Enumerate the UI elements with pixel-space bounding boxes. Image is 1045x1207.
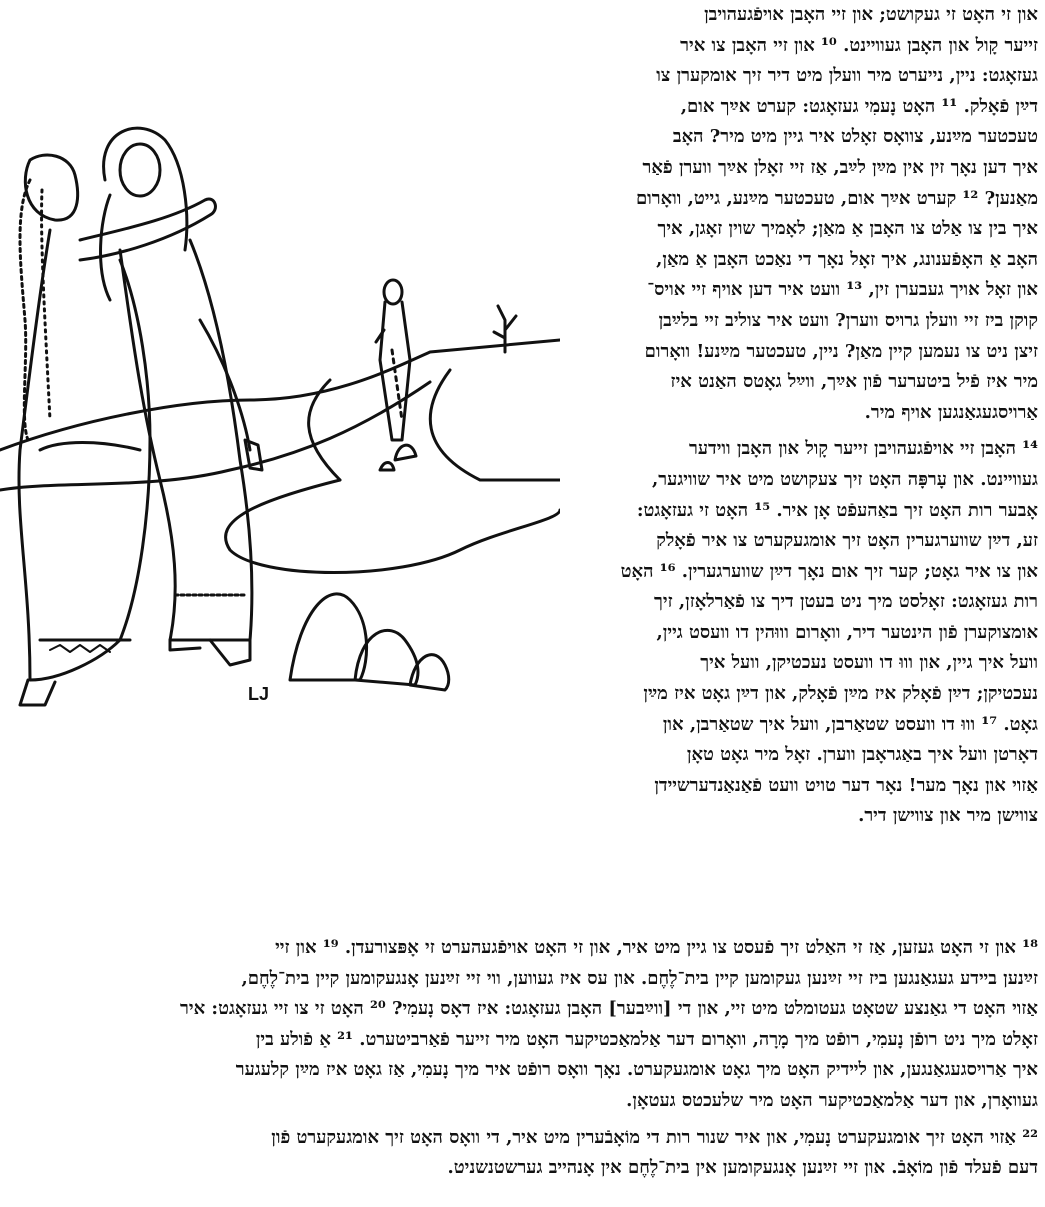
text-line: קוקן ביז זיי וועלן גרויס ווערן? וועט איר צוליב זיי בלײַבן <box>658 309 1038 331</box>
text-line: זייער קָול און האָבן געוויינט. ¹⁰ און זיי האָבן צו איר <box>680 34 1038 56</box>
text-line: ¹⁸ און זי האָט געזען, אַז זי האַלט זיך פֿעסט צו גיין מיט איר, און זי האָט אויפֿגעהערט זי אָפּצורעדן. ¹⁹ און זיי <box>275 937 1038 958</box>
text-line: איך אַרויסגעגאַנגען, און לײדיק האָט מיך גאָט אומגעקערט. נאָך וואָס רופֿט איר מיך נָעמִי, אַז גאָט איז מײַן קלעגער <box>235 1059 1038 1081</box>
text-line: האָב אַ האָפֿענונג, איך זאָל נאָך די נאַכט האָבן אַ מאַן, <box>656 248 1038 270</box>
paragraph <box>6 1123 1038 1184</box>
text-line: דעם פֿעלד פֿון מוֹאָבֿ. און זיי זײַנען אָנגעקומען אין בית־לֶחֶם אין אָנהייב גערשטנשניט. <box>447 1157 1038 1179</box>
text-line: אַזוי און נאָך מער! נאָר דער טויט וועט פֿאַנאַנדערשיידן <box>654 774 1038 796</box>
text-line: ¹⁴ האָבן זיי אויפֿגעהויבן זייער קָול און האָבן ווידער <box>689 438 1038 460</box>
illustration-label: LJ <box>248 684 270 704</box>
illustration-drawing <box>0 120 560 730</box>
text-line: זע, דײַן שווערגערין האָט זיך אומגעקערט צו איר פֿאָלק <box>656 530 1038 552</box>
text-line: אַזוי האָט די גאַנצע שטאָט געטומלט מיט זיי, און די [ווײַבער] האָבן געזאָגט: איז דאָס נָעמִי? ²⁰ האָט זי צו זיי געזאָגט: איר <box>180 998 1038 1020</box>
text-line: ²² אַזוי האָט זיך אומגעקערט נָעמִי, און איר שנור רות די מוֹאָבֿערין מיט איר, די וואָס האָט זיך אומגעקערט פֿון <box>271 1126 1038 1148</box>
text-line: און זי האָט זי געקושט; און זיי האָבן אויפֿגעהויבן <box>704 4 1038 25</box>
text-line: אָבער רות האָט זיך באַהעפֿט אָן איר. ¹⁵ האָט זי געזאָגט: <box>636 499 1038 521</box>
text-line: געוויינט. און עָרפָּה האָט זיך צעקושט מיט איר שוויגער, <box>652 468 1038 490</box>
text-line: און זאָל אויך געבערן זין, ¹³ וועט איר דען אויף זיי אויס־ <box>647 279 1038 301</box>
text-line: מאַנען? ¹² קערט אײַך אום, טעכטער מײַנע, גייט, וואָרום <box>635 187 1038 209</box>
text-line: וועל איך גיין, און וווּ דו וועסט נעכטיקן, וועל איך <box>700 652 1038 674</box>
text-line: געזאָגט: ניין, נייערט מיר וועלן מיט דיר זיך אומקערן צו <box>656 65 1038 87</box>
two-women-embracing-icon <box>19 128 262 705</box>
paragraph <box>548 0 1038 428</box>
text-line: איך בין צו אַלט צו האָבן אַ מאַן; לאָמיך שוין זאָגן, איך <box>657 218 1038 240</box>
text-line: אַרויסגעגאַנגען אויף מיר. <box>864 401 1038 423</box>
text-line: דײַן פֿאָלק. ¹¹ האָט נָעמִי געזאָגט: קערט אײַך אום, <box>680 95 1038 117</box>
illustration <box>0 120 560 730</box>
text-line: און צו איר גאָט; קער זיך אום נאָך דײַן שווערגערין. ¹⁶ האָט <box>620 560 1038 582</box>
text-line: טעכטער מײַנע, צוואָס זאָלט איר גיין מיט מיר? האָב <box>672 126 1038 148</box>
text-line: זײַנען בײדע געגאַנגען ביז זיי זײַנען געקומען קיין בית־לֶחֶם. און עס איז געווען, ווי זיי זײַנען אָנגעקומען קיין בית־לֶחֶם, <box>241 967 1038 989</box>
text-line: נעכטיקן; דײַן פֿאָלק איז מײַן פֿאָלק, און דײַן גאָט איז מײַן <box>643 683 1038 705</box>
paragraph <box>548 434 1038 832</box>
bottom-text-block <box>6 933 1038 1190</box>
haystack-icon <box>290 445 449 690</box>
winding-road-icon <box>0 340 560 573</box>
paragraph <box>6 933 1038 1117</box>
text-line: זאָלט מיך ניט רופֿן נָעמִי, רופֿט מיך מָרָה, וואָרום דער אַלמאַכטיקער האָט מיר זייער פֿאַרביטערט. ²¹ אַ פֿולע בין <box>255 1028 1038 1050</box>
text-line: מיר איז פֿיל ביטערער פֿון אײַך, ווײַל גאָטס האַנט איז <box>670 371 1038 393</box>
text-line: צווישן מיר און צווישן דיר. <box>858 805 1038 827</box>
text-line: גאָט. ¹⁷ וווּ דו וועסט שטאַרבן, וועל איך שטאַרבן, און <box>662 713 1038 735</box>
text-line: איך דען נאָך זין אין מײַן לײַב, אַז זיי זאָלן אײַך ווערן פֿאַר <box>642 156 1038 178</box>
text-line: רות געזאָגט: זאָלסט מיך ניט בעטן דיך צו פֿאַרלאָזן, זיך <box>654 591 1038 613</box>
text-line: דאָרטן וועל איך באַגראָבן ווערן. זאָל מיר גאָט טאָן <box>686 744 1038 766</box>
text-line: אומצוקערן פֿון הינטער דיר, וואָרום וווּהין דו וועסט גיין, <box>656 621 1038 643</box>
walking-figure-icon <box>376 280 410 440</box>
top-text-column <box>548 0 1038 838</box>
text-line: געוואָרן, און דער אַלמאַכטיקער האָט מיר שלעכטס געטאָן. <box>626 1089 1038 1111</box>
text-line: זיצן ניט צו נעמען קיין מאַן? ניין, טעכטער מײַנע! וואָרום <box>644 340 1038 362</box>
